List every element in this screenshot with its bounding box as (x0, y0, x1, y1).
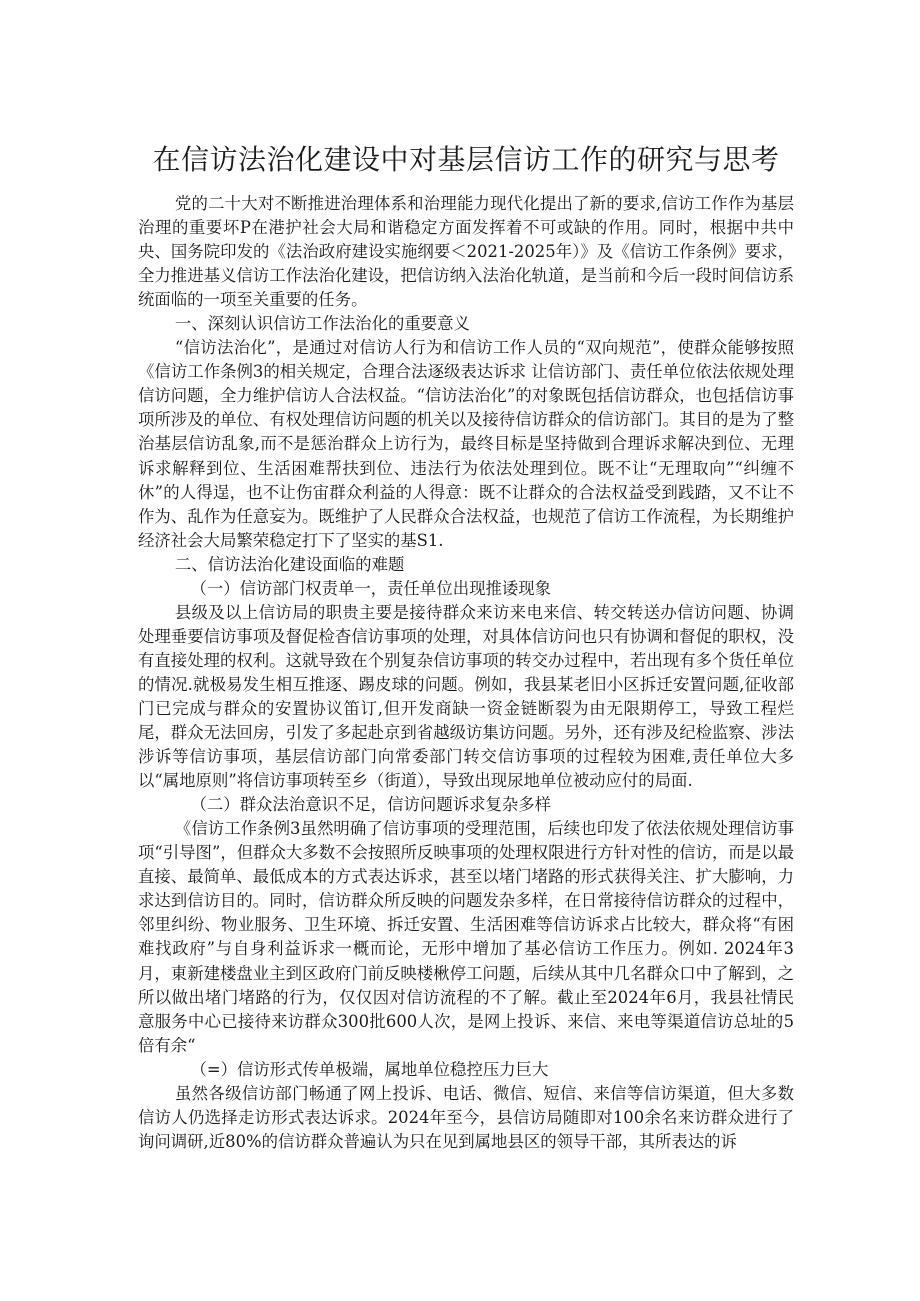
subsection-heading-1: （一）信访部门权责单一，责任单位出现推诿现象 (190, 578, 552, 598)
paragraph-responsibility: 县级及以上信访局的职贵主要是接待群众来访来电来信、转交转送办信访问题、协调处理垂要信访事项及督促检杳信访事项的处理，对具体信访问也只有协调和督促的职权，没有直接处理的权利。这就导致在个别复杂信访事项的转交办过程中，若出现有多个货任单位的情况.就极易发生相互推逐、踢皮球的问题。例如，我县某老旧小区拆迁安置问题,征收部门已完成与群众的安置协议笛订,但开发商缺一资金链断裂为由无限期停工，导致工程烂尾，群众无法回房，引发了多起赴京到省越级访集访问题。另外，还有涉及纪检监察、涉法涉诉等信访事项，基层信访部门向常委部门转交信访事项的过程较为困难,责任单位大多以“属地原则”将信访事项转至乡（街道），导致出现尿地单位被动应付的局面. (138, 602, 794, 791)
subsection-heading-3: （=）信访形式传单极端，属地单位稳控压力巨大 (190, 1059, 549, 1079)
section-heading-1: 一、深刻认识信访工作法治化的重要意义 (174, 314, 470, 334)
subsection-heading-2: （二）群众法治意识不足，信访问题诉求复杂多样 (190, 795, 552, 815)
paragraph-significance: “信访法治化”，是通过对信访人行为和信访工作人员的“双向规范”，使群众能够按照《信访工作条例3的相关规定，合理合法逐级表达诉求 让信访部门、责任单位依法依规处理信访问题，全力维护信访人合法权益。“信访法治化”的对象既包括信访群众，也包括信访事项所涉及的单位、有权处理信访问题的机关以及接待信访群众的信访部门。其目的是为了整治基层信访乱象,而不是惩治群众上访行为，最终目标是坚持做到合理诉求解决到位、无理诉求解释到位、生活困难帮扶到位、违法行为依法处理到位。既不让“无理取向”“纠缠不休”的人得逞，也不让伤宙群众利益的人得意：既不让群众的合法权益受到践踏，又不让不作为、乱作为任意妄为。既维护了人民群众合法权益，也规范了信访工作流程，为长期维护经济社会大局繁荣稳定打下了坚实的基S1. (138, 338, 794, 550)
paragraph-intro: 党的二十大对不断推进治理体系和治理能力现代化提出了新的要求,信访工作作为基层治理的重要坏P在港护社会大局和谐稳定方面发挥着不可或缺的作用。同时，根据中共中央、国务院印发的《法治政府建设实施纲要＜2021-2025年）》及《信访工作条例》要求，全力推进基义信访工作法治化建设，把信访纳入法治化轨道，是当前和今后一段时间信访系统面临的一项至关重要的任务。 (138, 194, 794, 310)
paragraph-petition-form: 虽然各级信访部门畅通了网上投诉、电话、微信、短信、来信等信访渠道，但大多数信访人仍选择走访形式表达诉求。2024年至今，县信访局随即对100余名来访群众进行了询问调研,近80%的信访群众普遍认为只在见到属地县区的领导干部，其所表达的诉 (138, 1083, 794, 1151)
paragraph-legal-awareness: 《信访工作条例3虽然明确了信访事项的受理范围，后续也印发了依法依规处理信访事项“引导图”，但群众大多数不会按照所反映事项的处理权限进行方针对性的信访，而是以最直接、最简单、最低成本的方式表达诉求，甚至以堵门堵路的形式获得关注、扩大膨响，力求达到信访目的。同时，信访群众所反映的问题发杂多样，在日常接待信访群众的过程中，邻里纠纷、物业服务、卫生环境、拆迁安置、生活困难等信访诉求占比较大，群众将“有困难找政府”与自身利益诉求一概而论，无形中增加了基必信访工作压力。例如. 2024年3月，東新建楼盘业主到区政府门前反映楼楸停工问题，后续从其中几名群众口中了解到，之所以做出堵门堵路的行为，仅仅因对信访流程的不了解。截止至2024年6月，我县社情民意服务中心已接待来访群众300批600人次，是网上投诉、来信、来电等渠道信访总址的5倍有余“ (138, 819, 794, 1055)
document-title: 在信访法治化建设中对基层信访工作的研究与思考 (152, 143, 780, 176)
section-heading-2: 二、信访法治化建设面临的难题 (174, 554, 405, 574)
document-body (138, 192, 794, 1154)
